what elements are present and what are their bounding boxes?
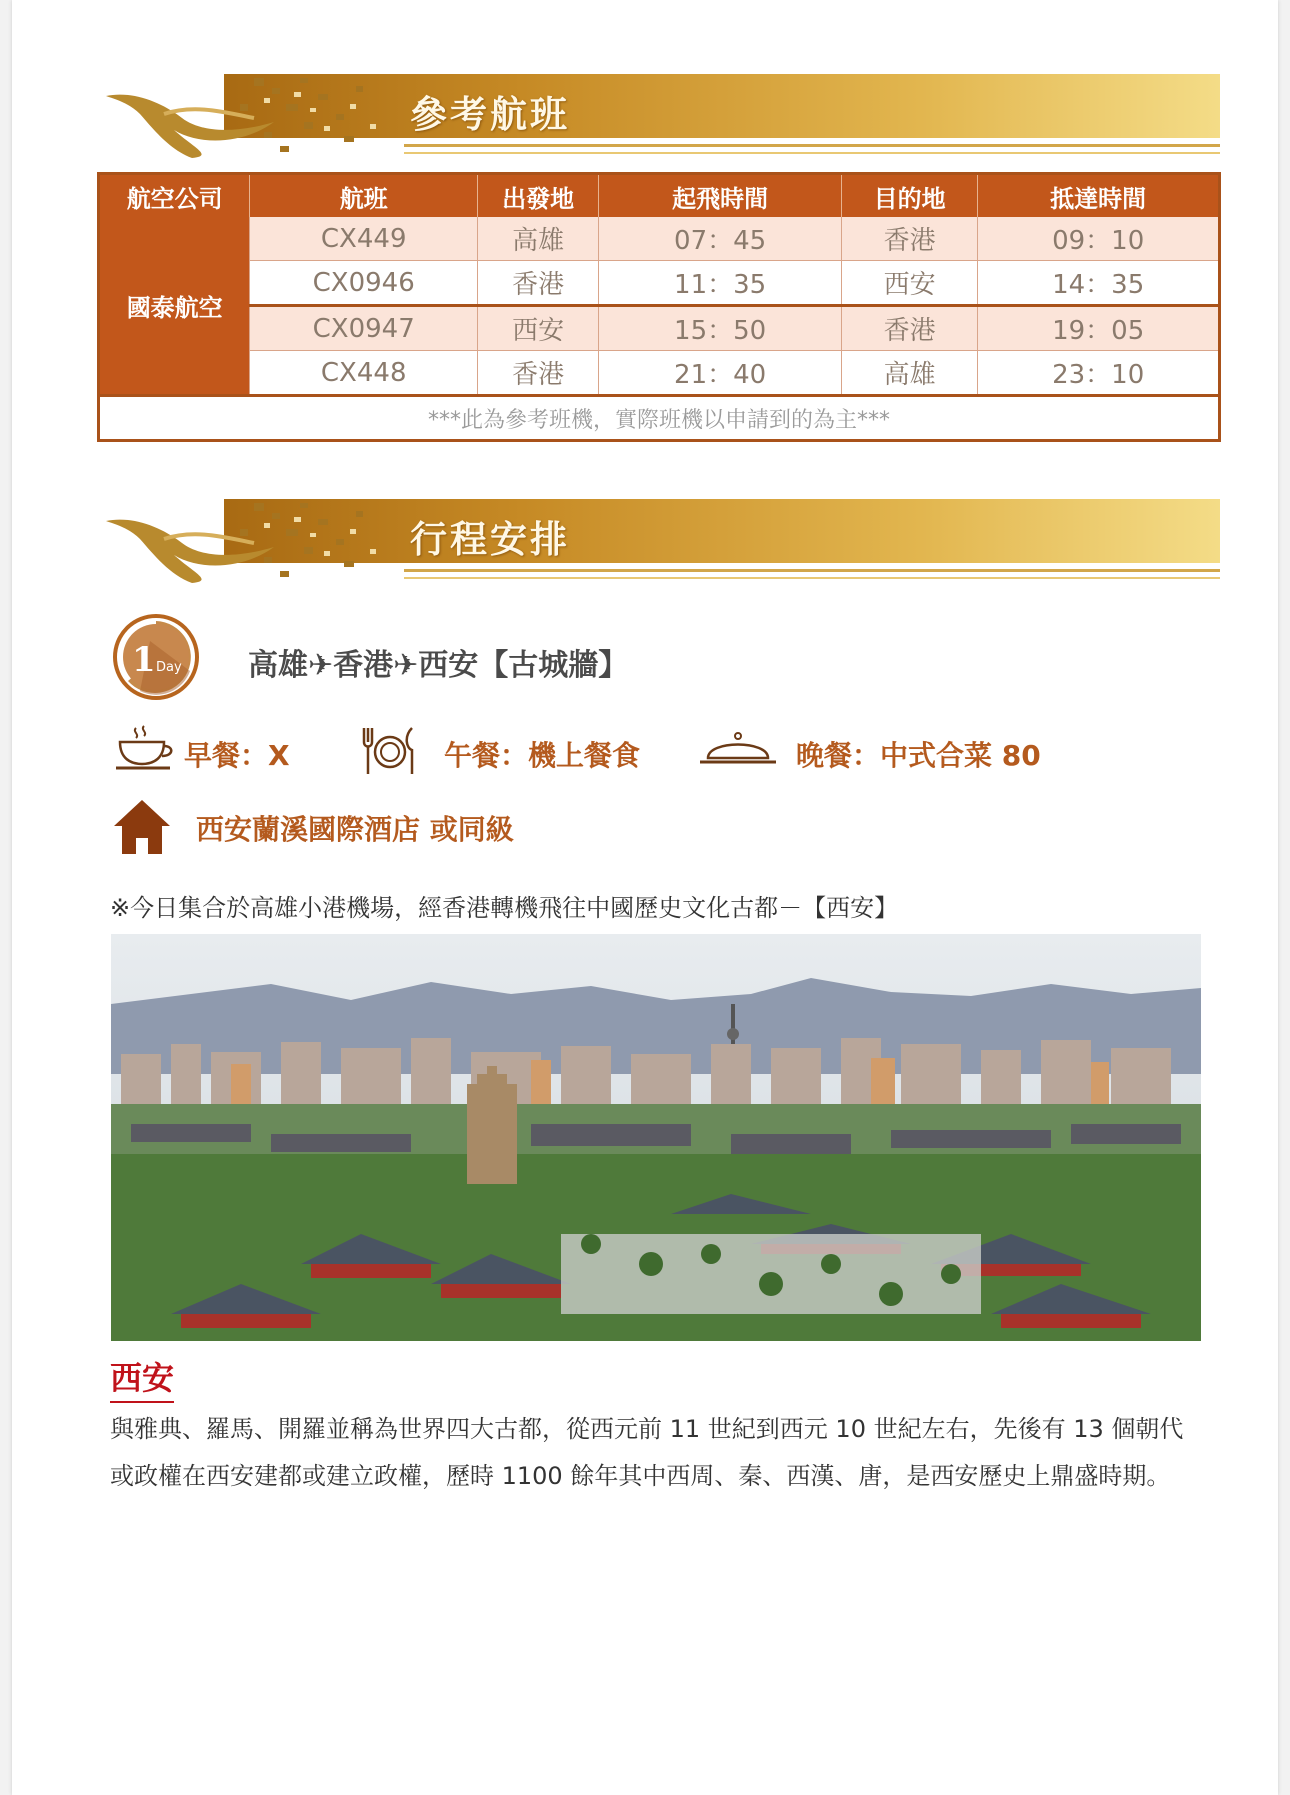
origin: 高雄 [477, 217, 598, 261]
depart-time: 21：40 [599, 351, 842, 396]
flight-number: CX449 [250, 217, 478, 261]
city-description: 與雅典、羅馬、開羅並稱為世界四大古都，從西元前 11 世紀到西元 10 世紀左右，先後有 13 個朝代或政權在西安建都或建立政權，歷時 1100 餘年其中西周、秦、西漢、唐，是西安歷史上鼎盛時期。 [110, 1415, 1184, 1490]
flight-number: CX448 [250, 351, 478, 396]
day-intro-note: ※今日集合於高雄小港機場，經香港轉機飛往中國歷史文化古都－【西安】 [110, 894, 899, 922]
table-row [99, 306, 1220, 351]
destination: 香港 [841, 306, 977, 351]
arrive-time: 19：05 [978, 306, 1220, 351]
breakfast-label: 早餐：X [184, 739, 290, 772]
airline-cell: 國泰航空 [99, 217, 250, 396]
day-route: 高雄✈香港✈西安【古城牆】 [248, 648, 629, 683]
arrive-time: 23：10 [978, 351, 1220, 396]
origin: 香港 [477, 261, 598, 306]
itinerary-banner [104, 499, 1220, 585]
house-icon [112, 798, 172, 856]
flight-number: CX0947 [250, 306, 478, 351]
depart-time: 11：35 [599, 261, 842, 306]
plate-cutlery-icon [358, 722, 418, 778]
destination: 西安 [841, 261, 977, 306]
table-header-row [99, 174, 1220, 218]
page [12, 0, 1278, 1795]
destination: 香港 [841, 217, 977, 261]
depart-time: 15：50 [599, 306, 842, 351]
table-row [99, 217, 1220, 261]
destination: 高雄 [841, 351, 977, 396]
hotel-name: 西安蘭溪國際酒店 或同級 [196, 813, 514, 846]
lunch-label: 午餐：機上餐食 [444, 739, 641, 772]
dinner-label: 晚餐：中式合菜 80 [796, 739, 1041, 772]
header-destination: 目的地 [841, 174, 977, 218]
coffee-cup-icon [114, 722, 174, 774]
meal-row [112, 722, 1212, 782]
day-number: 1 [132, 640, 156, 680]
bird-ornament-icon [104, 499, 404, 585]
arrive-time: 09：10 [978, 217, 1220, 261]
table-row [99, 351, 1220, 396]
bird-ornament-icon [104, 74, 404, 160]
header-arrive-time: 抵達時間 [978, 174, 1220, 218]
hotel-row [112, 798, 912, 858]
origin: 西安 [477, 306, 598, 351]
flight-table [97, 172, 1221, 442]
day-badge [110, 611, 202, 703]
origin: 香港 [477, 351, 598, 396]
xian-cityscape-photo [111, 934, 1201, 1341]
flights-banner [104, 74, 1220, 160]
table-row [99, 261, 1220, 306]
flight-note: ***此為參考班機，實際班機以申請到的為主*** [99, 396, 1220, 441]
depart-time: 07：45 [599, 217, 842, 261]
header-flight: 航班 [250, 174, 478, 218]
header-depart-time: 起飛時間 [599, 174, 842, 218]
cloche-icon [698, 722, 778, 772]
itinerary-section-title: 行程安排 [410, 517, 570, 561]
header-airline: 航空公司 [99, 174, 250, 218]
city-title: 西安 [110, 1353, 174, 1403]
note-row [99, 396, 1220, 441]
header-origin: 出發地 [477, 174, 598, 218]
flight-number: CX0946 [250, 261, 478, 306]
arrive-time: 14：35 [978, 261, 1220, 306]
flights-section-title: 參考航班 [410, 92, 570, 136]
day-unit: Day [156, 660, 182, 675]
